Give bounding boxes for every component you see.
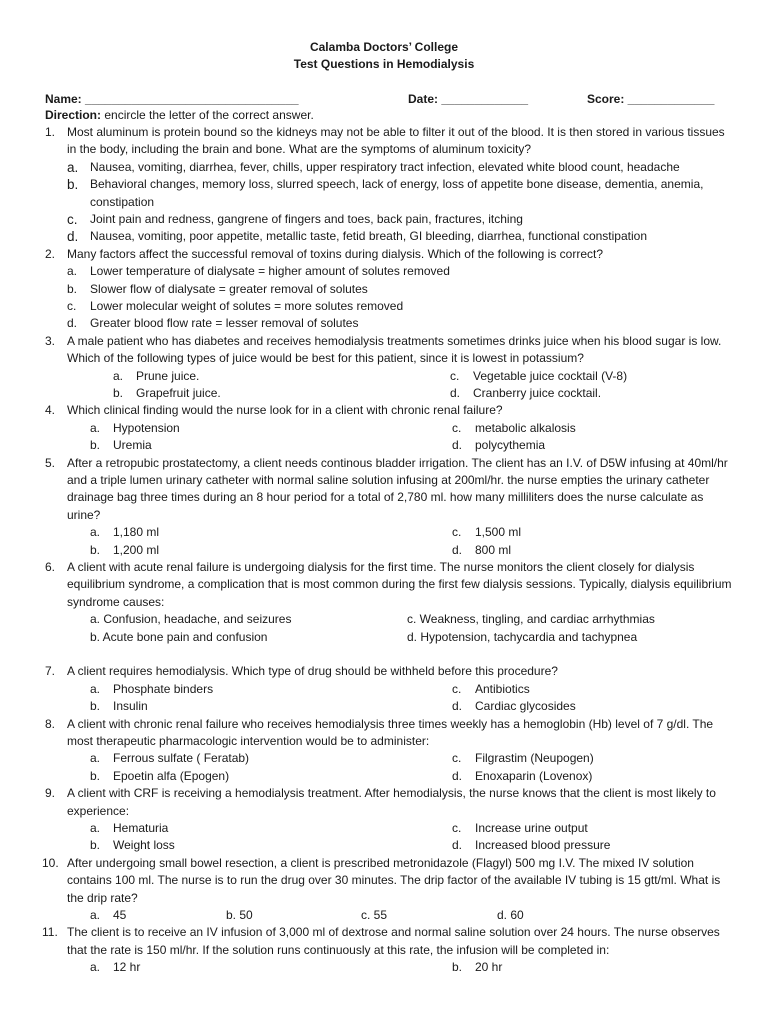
q8-option-b[interactable]: [90, 768, 229, 785]
question-number: 9.: [45, 786, 56, 801]
option-text: Greater blood flow rate = lesser removal of solutes: [90, 316, 359, 331]
question-number: 6.: [45, 560, 56, 575]
question-stem: A client with CRF is receiving a hemodialysis treatment. After hemodialysis, the nurse knows that the client is most likely to experience:: [67, 786, 716, 818]
option-letter: b.: [67, 177, 79, 193]
q5-option-d[interactable]: [452, 542, 511, 559]
option-letter: b.: [113, 386, 124, 401]
option-letter: c.: [452, 751, 462, 766]
q9-options-row-1: [45, 820, 735, 837]
question-number: 10.: [42, 855, 59, 870]
option-letter: b.: [90, 542, 101, 557]
option-text: Filgrastim (Neupogen): [475, 751, 594, 766]
option-letter: c.: [452, 525, 462, 540]
spacer: [45, 646, 735, 663]
option-letter: a.: [67, 159, 79, 175]
question-6: [45, 559, 735, 611]
option-letter: b.: [90, 838, 101, 853]
q9-option-a[interactable]: [90, 820, 168, 837]
q5-option-c[interactable]: [452, 524, 521, 541]
option-letter: c.: [452, 681, 462, 696]
question-stem: A client with chronic renal failure who receives hemodialysis three times weekly has a hemoglobin (Hb) level of 7 g/dl. The most therapeutic pharmacologic intervention would be to administer:: [67, 716, 714, 749]
question-number: 1.: [45, 125, 56, 139]
info-line: [45, 92, 725, 108]
option-text: Increase urine output: [475, 821, 588, 836]
option-letter: b.: [90, 768, 101, 783]
option-letter: d.: [452, 438, 463, 453]
option-letter: c.: [450, 368, 460, 383]
option-text: polycythemia: [475, 438, 546, 453]
college-name: Calamba Doctors’ College: [309, 40, 459, 54]
direction: [45, 108, 314, 122]
question-number: 11.: [42, 925, 58, 940]
q10-options-row: [45, 907, 735, 924]
option-letter: b.: [90, 699, 101, 714]
option-text: Increased blood pressure: [475, 838, 611, 853]
q6-option-b[interactable]: b. Acute bone pain and confusion: [90, 629, 268, 644]
question-7: [45, 663, 735, 680]
option-letter: d.: [67, 229, 79, 245]
option-text: 800 ml: [475, 542, 512, 557]
q10-option-b[interactable]: b. 50: [226, 908, 253, 923]
date-field[interactable]: Date: _____________: [408, 92, 529, 106]
option-text: Slower flow of dialysate = greater removal of solutes: [90, 281, 368, 296]
q7-option-d[interactable]: [452, 698, 576, 715]
option-text: metabolic alkalosis: [475, 420, 576, 435]
option-letter: a.: [90, 821, 101, 836]
q1-option-d[interactable]: [45, 228, 735, 245]
option-letter: a.: [113, 368, 124, 383]
question-number: 2.: [45, 246, 56, 261]
question-stem: Most aluminum is protein bound so the kidneys may not be able to filter it out of the blood. It is then stored in various tissues in the body, including the brain and bone. What are the symptoms of aluminum toxicity?: [67, 125, 725, 157]
option-text: Lower molecular weight of solutes = more solutes removed: [90, 299, 404, 314]
q9-option-d[interactable]: [452, 837, 610, 854]
question-stem: A client requires hemodialysis. Which type of drug should be withheld before this procedure?: [67, 664, 558, 679]
option-letter: d.: [452, 542, 463, 557]
score-field[interactable]: Score: _____________: [587, 92, 715, 106]
option-text: Nausea, vomiting, diarrhea, fever, chills, upper respiratory tract infection, elevated white blood count, headache: [90, 159, 680, 174]
option-text: Nausea, vomiting, poor appetite, metallic taste, fetid breath, GI bleeding, diarrhea, functional constipation: [90, 229, 647, 244]
option-text: Lower temperature of dialysate = higher amount of solutes removed: [90, 264, 450, 279]
option-letter: b.: [90, 438, 101, 453]
option-letter: d.: [67, 316, 78, 331]
option-text: 1,500 ml: [475, 525, 522, 540]
option-text: Cardiac glycosides: [475, 699, 576, 714]
question-stem: Many factors affect the successful removal of toxins during dialysis. Which of the following is correct?: [67, 246, 604, 261]
q6-option-a[interactable]: a. Confusion, headache, and seizures: [90, 612, 292, 627]
option-letter: c.: [67, 212, 78, 228]
q7-option-c[interactable]: [452, 681, 530, 698]
question-stem: After undergoing small bowel resection, a client is prescribed metronidazole (Flagyl) 500 mg I.V. The mixed IV solution contains 100 ml. The nurse is to run the drug over 30 minutes. The drip factor of the available IV tubing is 15 gtt/ml. What is the drip rate?: [67, 855, 721, 905]
q6-option-c[interactable]: c. Weakness, tingling, and cardiac arrhythmias: [407, 612, 655, 627]
question-list: [42, 124, 735, 977]
option-letter: a.: [90, 681, 101, 696]
question-11: [42, 924, 735, 959]
question-stem: Which clinical finding would the nurse look for in a client with chronic renal failure?: [67, 403, 503, 418]
q3-option-d[interactable]: [450, 385, 601, 402]
option-text: Antibiotics: [475, 681, 530, 696]
question-5: [45, 455, 735, 525]
option-text: Cranberry juice cocktail.: [473, 386, 602, 401]
option-text: 20 hr: [475, 960, 503, 975]
question-stem: After a retropubic prostatectomy, a client needs continous bladder irrigation. The client has an I.V. of D5W infusing at 40ml/hr and a triple lumen urinary catheter with normal saline solution infusing at 200ml/hr. the nurse empties the urinary catheter drainage bag three times during an 8 hour period for a total of 2,780 ml. how many milliliters does the nurse calculate as urine?: [67, 455, 728, 522]
option-letter: a.: [90, 960, 101, 975]
name-field[interactable]: Name: ________________________________: [45, 92, 299, 106]
question-9: [45, 785, 735, 820]
question-stem: A male patient who has diabetes and receives hemodialysis treatments sometimes drinks juice when his blood sugar is low. Which of the following types of juice would be best for this patient, since it is lowest in potassium?: [67, 333, 722, 366]
test-title: Test Questions in Hemodialysis: [293, 57, 475, 71]
q4-options-row-2: [45, 437, 735, 454]
question-number: 3.: [45, 333, 56, 348]
option-text: Behavioral changes, memory loss, slurred speech, lack of energy, loss of appetite bone disease, dementia, anemia, constipation: [90, 177, 704, 209]
option-letter: d.: [452, 768, 463, 783]
q5-options-row-2: [45, 542, 735, 559]
option-text: Prune juice.: [136, 368, 200, 383]
q1-option-b[interactable]: [45, 176, 735, 211]
q5-options-row-1: [45, 524, 735, 541]
q5-option-b[interactable]: [90, 542, 159, 559]
q3-options-row-1: [45, 368, 735, 385]
q8-option-d[interactable]: [452, 768, 592, 785]
question-number: 8.: [45, 716, 56, 731]
q6-option-d[interactable]: d. Hypotension, tachycardia and tachypnea: [407, 629, 638, 644]
q9-option-b[interactable]: [90, 837, 175, 854]
option-letter: a.: [90, 908, 101, 923]
question-2: [45, 246, 735, 263]
q7-option-a[interactable]: [90, 681, 213, 698]
option-text: Hematuria: [113, 821, 169, 836]
option-text: Grapefruit juice.: [136, 386, 221, 401]
q2-option-c[interactable]: [45, 298, 735, 315]
q3-option-c[interactable]: [450, 368, 627, 385]
q4-option-a[interactable]: [90, 420, 180, 437]
option-letter: d.: [452, 699, 463, 714]
question-8: [45, 716, 735, 751]
option-letter: a.: [90, 751, 101, 766]
q11-option-a[interactable]: [90, 959, 140, 976]
q2-option-b[interactable]: [45, 281, 735, 298]
q8-options-row-1: [45, 750, 735, 767]
q4-options-row-1: [45, 420, 735, 437]
q7-options-row-2: [45, 698, 735, 715]
q6-options-row-1: [45, 611, 735, 628]
q8-options-row-2: [45, 768, 735, 785]
q7-options-row-1: [45, 681, 735, 698]
q8-option-a[interactable]: [90, 750, 249, 767]
question-stem: The client is to receive an IV infusion of 3,000 ml of dextrose and normal saline solution over 24 hours. The nurse observes that the rate is 150 ml/hr. If the solution runs continuously at this rate, the infusion will be completed in:: [67, 925, 720, 957]
option-letter: d.: [452, 838, 463, 853]
q2-option-a[interactable]: [45, 263, 735, 280]
q10-option-c[interactable]: c. 55: [361, 908, 388, 923]
q11-option-b[interactable]: [452, 959, 502, 976]
option-letter: d.: [450, 386, 461, 401]
option-text: Phosphate binders: [113, 681, 214, 696]
option-letter: c.: [452, 420, 462, 435]
q6-options-row-2: [45, 629, 735, 646]
question-number: 7.: [45, 664, 56, 679]
option-text: Ferrous sulfate ( Feratab): [113, 751, 250, 766]
question-stem: A client with acute renal failure is undergoing dialysis for the first time. The nurse monitors the client closely for dialysis equilibrium syndrome, a complication that is most common during the first few dialysis sessions. Typically, dialysis equilibrium syndrome causes:: [67, 560, 732, 609]
q1-option-c[interactable]: [45, 211, 735, 228]
question-number: 5.: [45, 455, 56, 470]
option-letter: a.: [90, 525, 101, 540]
q1-option-a[interactable]: [45, 159, 735, 176]
option-text: 12 hr: [113, 960, 141, 975]
option-letter: b.: [452, 960, 463, 975]
q11-options-row: [45, 959, 735, 976]
option-text: Uremia: [113, 438, 152, 453]
q3-options-row-2: [45, 385, 735, 402]
question-4: [45, 402, 735, 419]
question-number: 4.: [45, 403, 56, 418]
option-text: Insulin: [113, 699, 148, 714]
option-letter: b.: [67, 281, 78, 296]
q4-option-d[interactable]: [452, 437, 545, 454]
direction-text: encircle the letter of the correct answer.: [101, 108, 314, 122]
option-letter: c.: [67, 299, 77, 314]
q3-option-b[interactable]: [113, 385, 221, 402]
q9-options-row-2: [45, 837, 735, 854]
q10-option-a[interactable]: [90, 907, 126, 924]
q5-option-a[interactable]: [90, 524, 159, 541]
question-3: [45, 333, 735, 368]
question-1: [45, 124, 735, 159]
q4-option-b[interactable]: [90, 437, 152, 454]
q4-option-c[interactable]: [452, 420, 576, 437]
option-text: 1,200 ml: [113, 542, 160, 557]
option-text: Vegetable juice cocktail (V-8): [473, 368, 628, 383]
q9-option-c[interactable]: [452, 820, 588, 837]
option-text: Joint pain and redness, gangrene of fingers and toes, back pain, fractures, itching: [90, 212, 523, 227]
option-letter: c.: [452, 821, 462, 836]
option-text: Epoetin alfa (Epogen): [113, 768, 230, 783]
option-letter: a.: [90, 420, 101, 435]
question-10: [42, 855, 735, 907]
q2-option-d[interactable]: [45, 315, 735, 332]
option-text: 1,180 ml: [113, 525, 160, 540]
q3-option-a[interactable]: [113, 368, 199, 385]
option-text: Enoxaparin (Lovenox): [475, 768, 593, 783]
option-letter: a.: [67, 264, 78, 279]
direction-label: Direction:: [45, 108, 102, 122]
q7-option-b[interactable]: [90, 698, 148, 715]
option-text: Weight loss: [113, 838, 175, 853]
option-text: 45: [113, 908, 127, 923]
option-text: Hypotension: [113, 420, 180, 435]
q8-option-c[interactable]: [452, 750, 594, 767]
q10-option-d[interactable]: d. 60: [497, 908, 524, 923]
